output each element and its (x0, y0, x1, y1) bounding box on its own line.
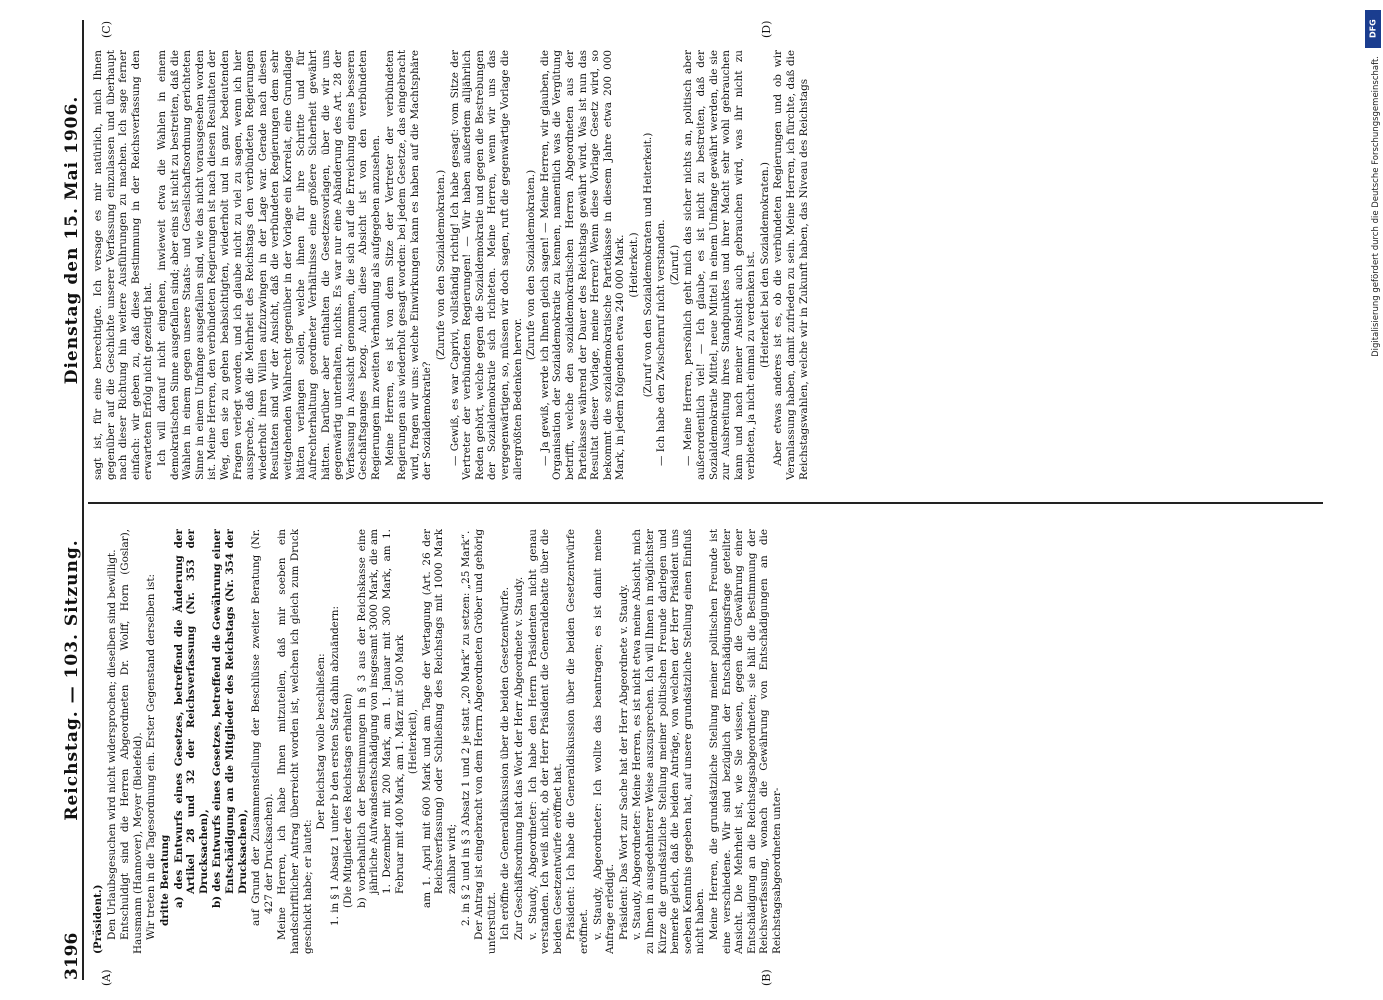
paragraph: 1. in § 1 Absatz 1 unter b den ersten Satz dahin abzuändern: (328, 606, 341, 926)
paragraph: Aber etwas anderes ist es, ob die verbündeten Regierungen und ob wir Veranlassung haben, damit zufrieden zu sein. Meine Herren, ich fürchte, daß die Reichstagswahlen, welche wir in Zukunft haben, das Niveau des Reichstags (772, 50, 810, 480)
paragraph: Meine Herren, ich habe Ihnen mitzuteilen, daß mir soeben ein handschriftlicher Antrag überreicht worden ist, welchen ich gleich zum Druck geschickt habe; er lautet: (276, 529, 314, 954)
paragraph: a) des Entwurfs eines Gesetzes, betreffend die Änderung der Artikel 28 und 32 der Reichsverfassung (Nr. 353 der Drucksachen), (172, 529, 210, 908)
paragraph: — Ich habe den Zwischenruf nicht verstanden. (655, 219, 668, 466)
header-left-title: Reichstag. — 103. Sitzung. (62, 539, 82, 821)
rotated-page (40, 0, 1340, 1000)
paragraph: sagt ist, für eine berechtigte. Ich versage es mir natürlich, mich Ihnen gegenüber auf die Geschichte unserer Verfassung einzulassen und überhaupt nach dieser Richtung hin weitere Ausführungen zu machen. Ich sage ferner einfach: wir geben zu, daß diese Bestimmung in der Reichsverfassung den erwarteten Erfolg nicht gezeitigt hat. (92, 50, 155, 480)
paragraph: (Zurufe von den Sozialdemokraten.) (435, 169, 448, 361)
paragraph: auf Grund der Zusammenstellung der Beschlüsse zweiter Beratung (Nr. 427 der Drucksachen). (250, 529, 275, 926)
paragraph: 2. in § 2 und in § 3 Absatz 1 und 2 je statt „20 Mark“ zu setzen: „25 Mark“. (459, 530, 472, 926)
page-header (48, 20, 84, 980)
paragraph: Wir treten in die Tagesordnung ein. Erster Gegenstand derselben ist: (145, 573, 158, 940)
paragraph: (Zuruf von den Sozialdemokraten und Heiterkeit.) (641, 132, 654, 398)
paragraph: Ich eröffne die Generaldiskussion über die beiden Gesetzentwürfe. (499, 586, 512, 940)
paragraph: (Heiterkeit), (407, 708, 420, 775)
margin-marker-b: (B) (760, 969, 773, 986)
paragraph: am 1. April mit 600 Mark und am Tage der Vertagung (Art. 26 der Reichsverfassung) oder Schließung des Reichstags mit 1000 Mark zahlbar wird; (420, 529, 459, 908)
margin-marker-d: (D) (760, 20, 773, 38)
paragraph: v. Staudy, Abgeordneter: Ich habe den Herrn Präsidenten nicht genau verstanden. Ich weiß nicht, ob der Herr Präsident die Generaldebatte über die beiden Gesetzentwürfe eröffnet hat. (526, 529, 564, 954)
paragraph: dritte Beratung (158, 834, 171, 926)
paragraph: — Gewiß, es war Caprivi, vollständig richtig! Ich habe gesagt: vom Sitze der Vertreter der verbündeten Regierungen! — Wir haben außerdem alljährlich Reden gehört, welche gegen die Sozialdemokratie und gegen die Bestrebungen der Sozialdemokratie sich richteten. Meine Herren, wenn wir uns das vergegenwärtigen, so, müssen wir doch sagen, ruft die gegenwärtige Vorlage die allergrößten Bedenken hervor. (448, 50, 524, 480)
paragraph: Präsident: Ich habe die Generaldiskussion über die beiden Gesetzentwürfe eröffnet. (565, 529, 590, 954)
digitization-credit: Digitalisierung gefördert durch die Deutsche Forschungsgemeinschaft. (1371, 56, 1381, 357)
margin-marker-c: (C) (100, 21, 113, 38)
paragraph: b) vorbehaltlich der Bestimmungen in § 3 aus der Reichskasse eine jährliche Aufwandsentschädigung von insgesamt 3000 Mark, die am 1. Dezember mit 200 Mark, am 1. Januar mit 300 Mark, am 1. Februar mit 400 Mark, am 1. März mit 500 Mark (355, 529, 406, 908)
paragraph: Meine Herren, die grundsätzliche Stellung meiner politischen Freunde ist eine verschiedene. Wir sind bezüglich der Entschädigungsfrage geteilter Ansicht. Die Mehrheit ist, wie Sie wissen, gegen die Gewährung einer Entschädigung an die Reichstagsabgeordneten; sie hält die Bestimmung der Reichsverfassung, wonach die Gewährung von Entschädigungen an die Reichstagsabgeordneten unter- (707, 529, 783, 954)
paragraph: v. Staudy, Abgeordneter: Meine Herren, es ist nicht etwa meine Absicht, mich zu Ihnen in ausgedehnterer Weise auszusprechen. Ich will Ihnen in möglichster Kürze die grundsätzliche Stellung meiner politischen Freunde darlegen und bemerke gleich, daß die beiden Anträge, von welchen der Herr Präsident uns soeben Kenntnis gegeben hat, auf unsere grundsätzliche Stellung einen Einfluß nicht haben. (631, 529, 707, 954)
paragraph: (Heiterkeit bei den Sozialdemokraten.) (758, 162, 771, 368)
paragraph: (Zurufe von den Sozialdemokraten.) (525, 169, 538, 361)
header-right-title: Dienstag den 15. Mai 1906. (62, 95, 82, 385)
paragraph: Ich will darauf nicht eingehen, inwieweit etwa die Wahlen in einem demokratischen Sinne ausgefallen sind; aber eins ist nicht zu bestreiten, daß die Wahlen in einem gegen unsere Staats- und Gesellschaftsordnung gerichteten Sinne in einem Umfange ausgefallen sind, wie das nicht vorausgesehen worden ist. Meine Herren, den verbündeten Regierungen ist nach diesen Resultaten der Weg, den sie zu gehen beabsichtigten, wiederholt und in ganz bedeutenden Fragen verlegt worden, und ich glaube nicht zu viel zu sagen, wenn ich hier ausspreche, daß die Mehrheit des Reichstags den verbündeten Regierungen wiederholt ihren Willen aufzuzwingen in der Lage war. Gerade nach diesen Resultaten sind wir der Ansicht, daß die verbündeten Regierungen dem sehr weitgehenden Wahlrecht gegenüber in der Vorlage ein Korrelat, eine Grundlage hätten verlangen sollen, welche ihnen für ihre Schritte und für Aufrechterhaltung geordneter Verhältnisse eine größere Sicherheit gewährt hätten. Darüber aber enthalten die Gesetzesvorlagen, über die wir uns gegenwärtig unterhalten, nichts. Es war nur eine Abänderung des Art. 28 der Verfassung in Aussicht genommen, die sich auf die Erreichung eines besseren Geschäftsganges bezog. Auch diese Absicht ist von den verbündeten Regierungen im zweiten Verhandlung als aufgegeben anzusehen. (155, 50, 383, 480)
dfg-logo: DFG (1365, 10, 1381, 48)
paragraph: (Präsident.) (92, 884, 104, 954)
paragraph: Den Urlaubsgesuchen wird nicht widersprochen; dieselben sind bewilligt. (105, 549, 118, 940)
paragraph: Präsident: Das Wort zur Sache hat der Herr Abgeordnete v. Staudy. (617, 584, 630, 940)
paragraph: (Zuruf.) (668, 244, 681, 286)
paragraph: (Die Mitglieder des Reichstags erhalten) (342, 693, 355, 908)
column-divider (88, 502, 1323, 504)
page-number: 3196 (62, 932, 82, 980)
paragraph: Meine Herren, es ist von dem Sitze der Vertreter der verbündeten Regierungen aus wiederholt gesagt worden: bei jedem Gesetze, das eingebracht wird, fragen wir uns: welche Einwirkungen kann es haben auf die Machtsphäre der Sozialdemokratie? (383, 50, 434, 480)
left-text-column (92, 529, 1322, 954)
margin-marker-a: (A) (100, 969, 113, 986)
paragraph: Der Reichstag wolle beschließen: (315, 653, 328, 830)
paragraph: v. Staudy, Abgeordneter: Ich wollte das beantragen; es ist damit meine Anfrage erledigt. (591, 529, 617, 954)
right-text-column (92, 50, 1322, 480)
paragraph: b) des Entwurfs eines Gesetzes, betreffend die Gewährung einer Entschädigung an die Mitglieder des Reichstags (Nr. 354 der Drucksachen), (211, 529, 249, 908)
paragraph: — Ja gewiß, werde ich Ihnen gleich sagen! — Meine Herren, wir glauben, die Organisation der Sozialdemokratie zu kennen, namentlich was die Vergütung betrifft, welche den sozialdemokratischen Herren Abgeordneten aus der Parteikasse während der Dauer des Reichstags gewährt wird. Was ist nun das Resultat dieser Vorlage, meine Herren? Wenn diese Vorlage Gesetz wird, so bekommt die sozialdemokratische Parteikasse in diesem Jahre etwa 200 000 Mark, in jedem folgenden etwa 240 000 Mark. (538, 50, 627, 480)
paragraph: Der Antrag ist eingebracht von dem Herrn Abgeordneten Gröber und gehörig unterstützt. (473, 529, 498, 954)
paragraph: (Heiterkeit.) (627, 232, 640, 298)
paragraph: Zur Geschäftsordnung hat das Wort der Herr Abgeordnete v. Staudy. (513, 576, 525, 940)
paragraph: — Meine Herren, persönlich geht mich das sicher nichts an, politisch aber außerordentlich viel! — Ich glaube, es ist nicht zu bestreiten, daß der Sozialdemokratie Mittel, neue Mittel in einem Umfange gewährt werden, die sie zur Ausbreitung ihres Standpunktes und ihrer Macht sehr wohl gebrauchen kann und nach meiner Ansicht auch gebrauchen wird, was ihr nicht zu verbieten, ja nicht einmal zu verdenken ist. (682, 50, 758, 480)
paragraph: Entschuldigt sind die Herren Abgeordneten Dr. Wolff, Horn (Goslar), Hausmann (Hannover), Meyer (Bielefeld). (119, 529, 144, 954)
